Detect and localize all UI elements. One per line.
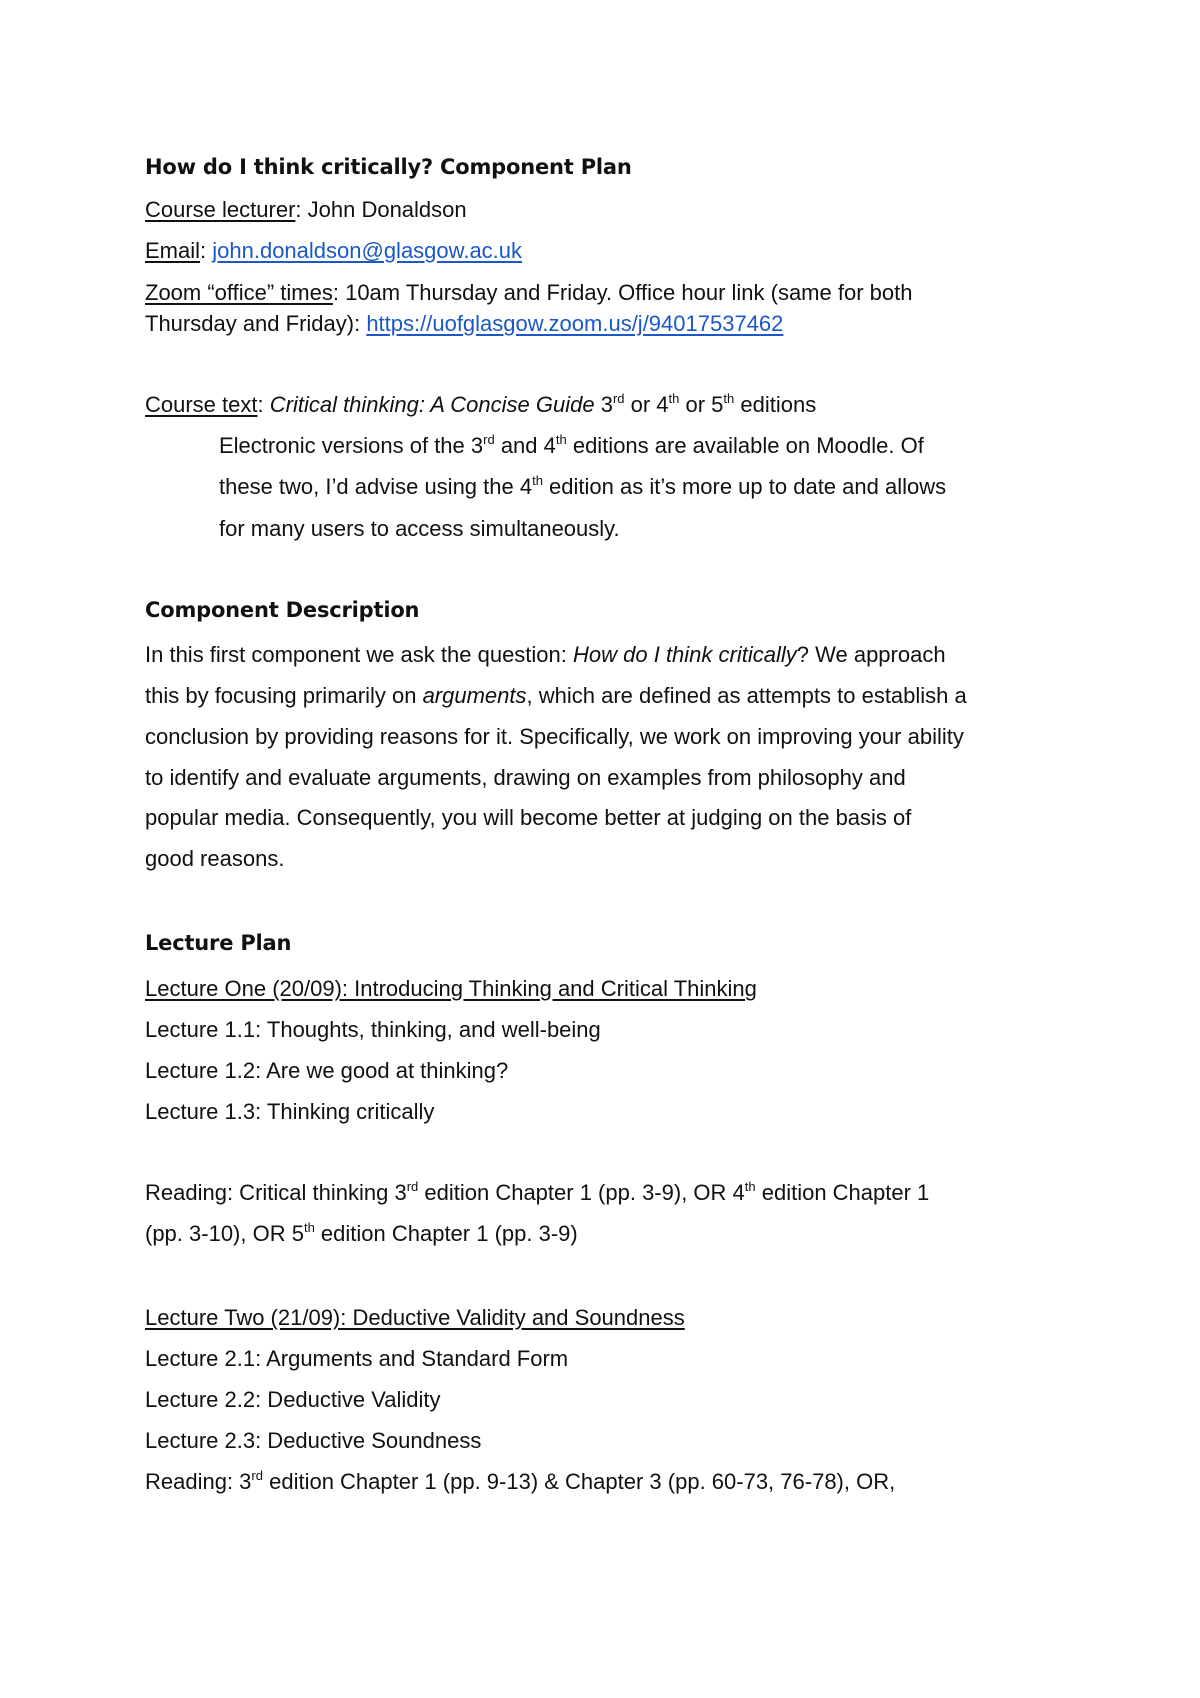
ed5: or 5 bbox=[679, 392, 724, 417]
description-line-2 bbox=[145, 683, 967, 709]
lecture-one-reading-1 bbox=[145, 1180, 929, 1206]
desc-text: this by focusing primarily on bbox=[145, 683, 423, 708]
note-text: and 4 bbox=[494, 433, 556, 458]
email-line bbox=[145, 238, 522, 264]
note-text: edition as it’s more up to date and allows bbox=[542, 474, 947, 499]
desc-emphasis: arguments bbox=[422, 683, 527, 708]
note-text: Electronic versions of the 3 bbox=[219, 433, 484, 458]
course-text-label: Course text bbox=[145, 392, 258, 417]
sup-th: th bbox=[532, 472, 543, 488]
lecture-item: Lecture 1.2: Are we good at thinking? bbox=[145, 1058, 509, 1083]
zoom-link[interactable]: https://uofglasgow.zoom.us/j/94017537462 bbox=[366, 311, 784, 336]
reading-text: (pp. 3-10), OR 5 bbox=[145, 1221, 304, 1246]
desc-text: In this first component we ask the question: bbox=[145, 642, 574, 667]
zoom-line-1 bbox=[145, 280, 912, 306]
sup-rd: rd bbox=[406, 1178, 419, 1194]
lecture-two-reading bbox=[145, 1469, 895, 1495]
course-note-3 bbox=[219, 516, 620, 542]
email-sep: : bbox=[200, 238, 213, 263]
reading-text: edition Chapter 1 bbox=[755, 1180, 930, 1205]
lecture-item: Lecture 1.1: Thoughts, thinking, and well-being bbox=[145, 1017, 601, 1042]
lecture-one-title: Lecture One (20/09): Introducing Thinking and Critical Thinking bbox=[145, 976, 757, 1001]
desc-text: ? We approach bbox=[796, 642, 946, 667]
reading-text: Reading: 3 bbox=[145, 1469, 252, 1494]
zoom-label: Zoom “office” times bbox=[145, 280, 333, 305]
reading-text: edition Chapter 1 (pp. 9-13) & Chapter 3 (pp. 60-73, 76-78), OR, bbox=[262, 1469, 896, 1494]
page-title: How do I think critically? Component Plan bbox=[145, 155, 632, 179]
course-book-title: Critical thinking: A Concise Guide bbox=[269, 392, 595, 417]
editions-word: editions bbox=[734, 392, 817, 417]
desc-text: , which are defined as attempts to establish a bbox=[526, 683, 967, 708]
description-line-1 bbox=[145, 642, 946, 668]
lecture-item: Lecture 2.3: Deductive Soundness bbox=[145, 1428, 482, 1453]
sup-th: th bbox=[555, 431, 567, 447]
reading-text: Reading: Critical thinking 3 bbox=[145, 1180, 407, 1205]
sup-th: th bbox=[723, 390, 735, 406]
sup-rd: rd bbox=[483, 431, 495, 447]
reading-text: edition Chapter 1 (pp. 3-9), OR 4 bbox=[418, 1180, 745, 1205]
note-text: these two, I’d advise using the 4 bbox=[219, 474, 533, 499]
ed3: 3 bbox=[594, 392, 613, 417]
note-text: for many users to access simultaneously. bbox=[219, 516, 620, 541]
ed4: or 4 bbox=[624, 392, 669, 417]
lecture-one-reading-2 bbox=[145, 1221, 578, 1247]
reading-text: edition Chapter 1 (pp. 3-9) bbox=[314, 1221, 578, 1246]
sup-th: th bbox=[668, 390, 680, 406]
desc-question: How do I think critically bbox=[573, 642, 797, 667]
description-line-5: popular media. Consequently, you will become better at judging on the basis of bbox=[145, 805, 912, 830]
lecture-item: Lecture 1.3: Thinking critically bbox=[145, 1099, 435, 1124]
course-text-line bbox=[145, 392, 816, 418]
description-line-6: good reasons. bbox=[145, 846, 285, 871]
lecture-two-title: Lecture Two (21/09): Deductive Validity and Soundness bbox=[145, 1305, 685, 1330]
sup-rd: rd bbox=[612, 390, 625, 406]
lecture-plan-heading: Lecture Plan bbox=[145, 931, 292, 955]
lecturer-line bbox=[145, 197, 467, 223]
sup-rd: rd bbox=[251, 1467, 263, 1483]
lecture-item: Lecture 2.2: Deductive Validity bbox=[145, 1387, 441, 1412]
lecturer-sep: : bbox=[295, 197, 302, 222]
zoom-days: Thursday and Friday): bbox=[145, 311, 367, 336]
email-link[interactable]: john.donaldson@glasgow.ac.uk bbox=[212, 238, 523, 263]
lecture-item: Lecture 2.1: Arguments and Standard Form bbox=[145, 1346, 569, 1371]
zoom-times: : 10am Thursday and Friday. Office hour link (same for both bbox=[332, 280, 913, 305]
description-line-3: conclusion by providing reasons for it. Specifically, we work on improving your ability bbox=[145, 724, 964, 749]
note-text: editions are available on Moodle. Of bbox=[566, 433, 924, 458]
lecturer-label: Course lecturer bbox=[145, 197, 296, 222]
course-text-sep: : bbox=[257, 392, 270, 417]
course-note-2 bbox=[219, 474, 946, 500]
sup-th: th bbox=[303, 1219, 315, 1235]
zoom-line-2 bbox=[145, 311, 783, 337]
description-line-4: to identify and evaluate arguments, drawing on examples from philosophy and bbox=[145, 765, 906, 790]
description-heading: Component Description bbox=[145, 598, 420, 622]
email-label: Email bbox=[145, 238, 201, 263]
sup-th: th bbox=[744, 1178, 756, 1194]
lecturer-name: John Donaldson bbox=[301, 197, 467, 222]
course-note-1 bbox=[219, 433, 924, 459]
